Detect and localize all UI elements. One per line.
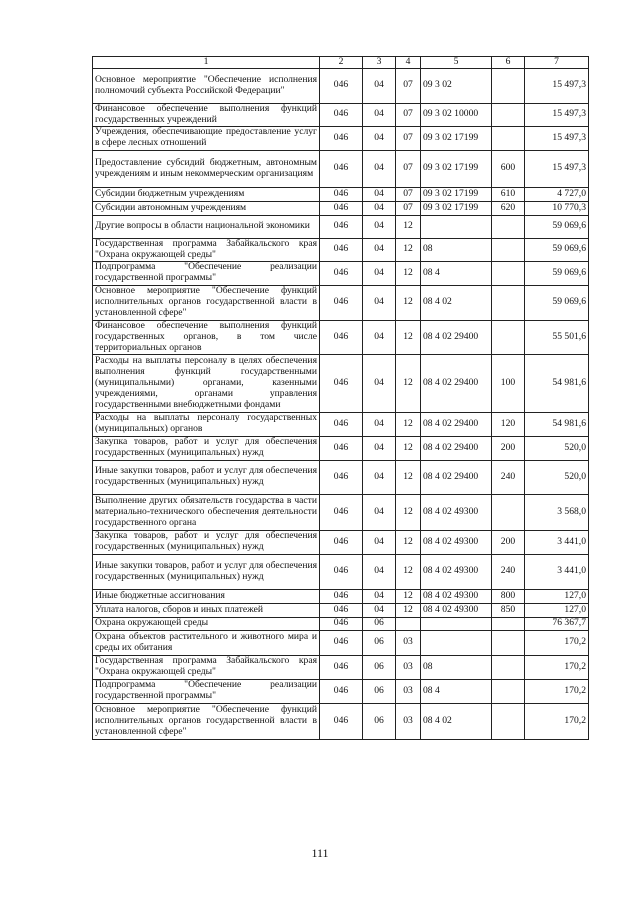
admin-code-cell: 046 (320, 201, 363, 215)
amount-cell: 10 770,3 (525, 201, 589, 215)
table-row (93, 261, 589, 285)
admin-code-cell: 046 (320, 589, 363, 603)
expense-type-cell (492, 494, 525, 530)
subsection-cell: 03 (396, 630, 421, 655)
expense-type-cell: 240 (492, 554, 525, 589)
section-cell: 04 (363, 320, 396, 354)
amount-cell: 170,2 (525, 630, 589, 655)
admin-code-cell: 046 (320, 215, 363, 238)
subsection-cell: 12 (396, 494, 421, 530)
table-row (93, 68, 589, 103)
row-name-cell: Закупка товаров, работ и услуг для обеспечения государственных (муниципальных) нужд (93, 530, 320, 554)
expense-type-cell (492, 126, 525, 150)
section-cell: 06 (363, 703, 396, 739)
subsection-cell: 12 (396, 320, 421, 354)
subsection-cell: 03 (396, 655, 421, 679)
amount-cell: 59 069,6 (525, 285, 589, 320)
admin-code-cell: 046 (320, 103, 363, 126)
target-article-cell: 09 3 02 10000 (421, 103, 492, 126)
target-article-cell: 08 4 02 49300 (421, 554, 492, 589)
admin-code-cell: 046 (320, 261, 363, 285)
admin-code-cell: 046 (320, 285, 363, 320)
subsection-cell: 12 (396, 603, 421, 617)
table-row (93, 655, 589, 679)
table-row (93, 554, 589, 589)
row-name-cell: Подпрограмма "Обеспечение реализации государственной программы" (93, 261, 320, 285)
table-header-row (93, 57, 589, 69)
table-row (93, 494, 589, 530)
admin-code-cell: 046 (320, 603, 363, 617)
row-name-cell: Иные бюджетные ассигнования (93, 589, 320, 603)
admin-code-cell: 046 (320, 617, 363, 630)
row-name-cell: Выполнение других обязательств государства в части материально-технического обеспечения деятельности государственного органа (93, 494, 320, 530)
header-cell: 3 (363, 57, 396, 69)
row-name-cell: Субсидии бюджетным учреждениям (93, 187, 320, 201)
admin-code-cell: 046 (320, 530, 363, 554)
header-cell: 2 (320, 57, 363, 69)
row-name-cell: Иные закупки товаров, работ и услуг для обеспечения государственных (муниципальных) нужд (93, 460, 320, 494)
row-name-cell: Основное мероприятие "Обеспечение исполнения полномочий субъекта Российской Федерации" (93, 68, 320, 103)
amount-cell: 15 497,3 (525, 68, 589, 103)
admin-code-cell: 046 (320, 630, 363, 655)
amount-cell: 59 069,6 (525, 215, 589, 238)
admin-code-cell: 046 (320, 494, 363, 530)
subsection-cell: 12 (396, 436, 421, 460)
expense-type-cell (492, 320, 525, 354)
row-name-cell: Расходы на выплаты персоналу в целях обеспечения выполнения функций государственными (муниципальными) органами, казенными учреждениями, органами управления государственными внебюджетными фондами (93, 354, 320, 412)
target-article-cell: 08 4 02 (421, 285, 492, 320)
row-name-cell: Государственная программа Забайкальского края "Охрана окружающей среды" (93, 655, 320, 679)
header-cell: 7 (525, 57, 589, 69)
amount-cell: 59 069,6 (525, 261, 589, 285)
target-article-cell: 08 4 02 49300 (421, 603, 492, 617)
row-name-cell: Иные закупки товаров, работ и услуг для обеспечения государственных (муниципальных) нужд (93, 554, 320, 589)
page-number: 111 (311, 846, 329, 860)
target-article-cell: 08 4 02 (421, 703, 492, 739)
row-name-cell: Основное мероприятие "Обеспечение функций исполнительных органов государственной власти в установленной сфере" (93, 285, 320, 320)
section-cell: 04 (363, 215, 396, 238)
row-name-cell: Учреждения, обеспечивающие предоставление услуг в сфере лесных отношений (93, 126, 320, 150)
subsection-cell: 03 (396, 703, 421, 739)
subsection-cell: 07 (396, 150, 421, 187)
table-row (93, 238, 589, 261)
budget-table (92, 56, 589, 740)
amount-cell: 127,0 (525, 603, 589, 617)
subsection-cell: 07 (396, 201, 421, 215)
amount-cell: 3 441,0 (525, 530, 589, 554)
target-article-cell: 08 4 02 49300 (421, 494, 492, 530)
section-cell: 04 (363, 285, 396, 320)
row-name-cell: Субсидии автономным учреждениям (93, 201, 320, 215)
section-cell: 04 (363, 103, 396, 126)
table-row (93, 617, 589, 630)
amount-cell: 59 069,6 (525, 238, 589, 261)
table-row (93, 436, 589, 460)
expense-type-cell (492, 679, 525, 703)
amount-cell: 54 981,6 (525, 354, 589, 412)
section-cell: 04 (363, 494, 396, 530)
section-cell: 04 (363, 603, 396, 617)
expense-type-cell: 120 (492, 412, 525, 436)
target-article-cell: 09 3 02 17199 (421, 201, 492, 215)
section-cell: 06 (363, 679, 396, 703)
section-cell: 06 (363, 617, 396, 630)
table-row (93, 320, 589, 354)
header-cell: 4 (396, 57, 421, 69)
row-name-cell: Подпрограмма "Обеспечение реализации государственной программы" (93, 679, 320, 703)
target-article-cell: 08 4 (421, 679, 492, 703)
expense-type-cell: 240 (492, 460, 525, 494)
admin-code-cell: 046 (320, 436, 363, 460)
target-article-cell: 08 4 02 29400 (421, 460, 492, 494)
table-row (93, 201, 589, 215)
row-name-cell: Государственная программа Забайкальского края "Охрана окружающей среды" (93, 238, 320, 261)
subsection-cell: 07 (396, 187, 421, 201)
target-article-cell: 08 4 (421, 261, 492, 285)
target-article-cell: 09 3 02 17199 (421, 150, 492, 187)
row-name-cell: Закупка товаров, работ и услуг для обеспечения государственных (муниципальных) нужд (93, 436, 320, 460)
expense-type-cell (492, 238, 525, 261)
subsection-cell: 07 (396, 103, 421, 126)
section-cell: 04 (363, 589, 396, 603)
header-cell: 1 (93, 57, 320, 69)
section-cell: 04 (363, 238, 396, 261)
subsection-cell: 12 (396, 530, 421, 554)
section-cell: 04 (363, 187, 396, 201)
table-row (93, 215, 589, 238)
table-row (93, 630, 589, 655)
amount-cell: 520,0 (525, 460, 589, 494)
admin-code-cell: 046 (320, 703, 363, 739)
table-row (93, 103, 589, 126)
amount-cell: 4 727,0 (525, 187, 589, 201)
amount-cell: 76 367,7 (525, 617, 589, 630)
admin-code-cell: 046 (320, 187, 363, 201)
row-name-cell: Охрана объектов растительного и животного мира и среды их обитания (93, 630, 320, 655)
admin-code-cell: 046 (320, 68, 363, 103)
admin-code-cell: 046 (320, 412, 363, 436)
admin-code-cell: 046 (320, 679, 363, 703)
amount-cell: 15 497,3 (525, 103, 589, 126)
target-article-cell: 08 4 02 29400 (421, 320, 492, 354)
target-article-cell: 08 4 02 29400 (421, 436, 492, 460)
row-name-cell: Расходы на выплаты персоналу государственных (муниципальных) органов (93, 412, 320, 436)
expense-type-cell: 600 (492, 150, 525, 187)
target-article-cell: 08 (421, 238, 492, 261)
amount-cell: 15 497,3 (525, 126, 589, 150)
section-cell: 04 (363, 460, 396, 494)
admin-code-cell: 046 (320, 320, 363, 354)
table-row (93, 412, 589, 436)
row-name-cell: Охрана окружающей среды (93, 617, 320, 630)
table-row (93, 703, 589, 739)
amount-cell: 170,2 (525, 703, 589, 739)
row-name-cell: Другие вопросы в области национальной экономики (93, 215, 320, 238)
subsection-cell: 12 (396, 215, 421, 238)
header-cell: 5 (421, 57, 492, 69)
target-article-cell (421, 630, 492, 655)
subsection-cell: 12 (396, 354, 421, 412)
expense-type-cell: 850 (492, 603, 525, 617)
section-cell: 06 (363, 630, 396, 655)
admin-code-cell: 046 (320, 126, 363, 150)
expense-type-cell (492, 285, 525, 320)
amount-cell: 3 441,0 (525, 554, 589, 589)
subsection-cell (396, 617, 421, 630)
subsection-cell: 12 (396, 238, 421, 261)
subsection-cell: 12 (396, 412, 421, 436)
expense-type-cell: 100 (492, 354, 525, 412)
table-row (93, 460, 589, 494)
table-row (93, 354, 589, 412)
section-cell: 06 (363, 655, 396, 679)
admin-code-cell: 046 (320, 655, 363, 679)
row-name-cell: Финансовое обеспечение выполнения функций государственных учреждений (93, 103, 320, 126)
expense-type-cell (492, 703, 525, 739)
target-article-cell (421, 617, 492, 630)
table-row (93, 679, 589, 703)
table-row (93, 589, 589, 603)
target-article-cell: 08 4 02 49300 (421, 589, 492, 603)
subsection-cell: 07 (396, 126, 421, 150)
section-cell: 04 (363, 354, 396, 412)
subsection-cell: 03 (396, 679, 421, 703)
amount-cell: 54 981,6 (525, 412, 589, 436)
table-row (93, 150, 589, 187)
expense-type-cell (492, 655, 525, 679)
row-name-cell: Предоставление субсидий бюджетным, автономным учреждениям и иным некоммерческим организациям (93, 150, 320, 187)
subsection-cell: 12 (396, 589, 421, 603)
row-name-cell: Уплата налогов, сборов и иных платежей (93, 603, 320, 617)
expense-type-cell: 200 (492, 530, 525, 554)
section-cell: 04 (363, 68, 396, 103)
section-cell: 04 (363, 436, 396, 460)
admin-code-cell: 046 (320, 150, 363, 187)
table-row (93, 187, 589, 201)
amount-cell: 170,2 (525, 655, 589, 679)
expense-type-cell: 200 (492, 436, 525, 460)
amount-cell: 170,2 (525, 679, 589, 703)
section-cell: 04 (363, 261, 396, 285)
subsection-cell: 12 (396, 261, 421, 285)
expense-type-cell (492, 630, 525, 655)
target-article-cell: 08 4 02 29400 (421, 354, 492, 412)
table-row (93, 603, 589, 617)
section-cell: 04 (363, 554, 396, 589)
row-name-cell: Основное мероприятие "Обеспечение функций исполнительных органов государственной власти в установленной сфере" (93, 703, 320, 739)
amount-cell: 55 501,6 (525, 320, 589, 354)
section-cell: 04 (363, 530, 396, 554)
target-article-cell: 09 3 02 (421, 68, 492, 103)
expense-type-cell: 610 (492, 187, 525, 201)
expense-type-cell: 620 (492, 201, 525, 215)
target-article-cell: 08 (421, 655, 492, 679)
expense-type-cell (492, 617, 525, 630)
target-article-cell: 09 3 02 17199 (421, 126, 492, 150)
header-cell: 6 (492, 57, 525, 69)
admin-code-cell: 046 (320, 354, 363, 412)
subsection-cell: 12 (396, 460, 421, 494)
expense-type-cell (492, 261, 525, 285)
target-article-cell: 09 3 02 17199 (421, 187, 492, 201)
subsection-cell: 12 (396, 554, 421, 589)
admin-code-cell: 046 (320, 238, 363, 261)
amount-cell: 520,0 (525, 436, 589, 460)
table-row (93, 530, 589, 554)
section-cell: 04 (363, 201, 396, 215)
expense-type-cell: 800 (492, 589, 525, 603)
expense-type-cell (492, 68, 525, 103)
table-row (93, 126, 589, 150)
row-name-cell: Финансовое обеспечение выполнения функций государственных органов, в том числе территориальных органов (93, 320, 320, 354)
amount-cell: 3 568,0 (525, 494, 589, 530)
section-cell: 04 (363, 412, 396, 436)
section-cell: 04 (363, 150, 396, 187)
admin-code-cell: 046 (320, 554, 363, 589)
amount-cell: 127,0 (525, 589, 589, 603)
expense-type-cell (492, 215, 525, 238)
target-article-cell: 08 4 02 49300 (421, 530, 492, 554)
subsection-cell: 12 (396, 285, 421, 320)
amount-cell: 15 497,3 (525, 150, 589, 187)
target-article-cell (421, 215, 492, 238)
table-row (93, 285, 589, 320)
admin-code-cell: 046 (320, 460, 363, 494)
target-article-cell: 08 4 02 29400 (421, 412, 492, 436)
subsection-cell: 07 (396, 68, 421, 103)
expense-type-cell (492, 103, 525, 126)
section-cell: 04 (363, 126, 396, 150)
